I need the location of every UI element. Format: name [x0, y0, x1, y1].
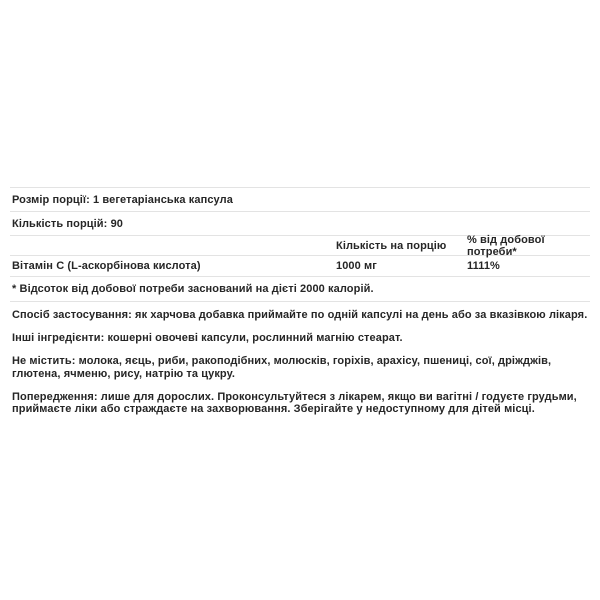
ingredient-name: Вітамін C (L-аскорбінова кислота)	[12, 260, 201, 272]
serving-size-row	[10, 188, 590, 212]
directions-paragraph: Спосіб застосування: як харчова добавка приймайте по одній капсулі на день або за вказівкою лікаря.	[12, 309, 588, 321]
ingredient-amount: 1000 мг	[336, 260, 377, 272]
table-header-row	[10, 233, 590, 258]
free-of-paragraph: Не містить: молока, яєць, риби, ракоподібних, молюсків, горіхів, арахісу, пшениці, сої, дріжджів, глютена, ячменю, рису, натрію та цукру.	[12, 355, 552, 380]
supplement-facts-table	[10, 187, 590, 302]
table-row-vitamin-c	[10, 256, 590, 277]
top-whitespace	[0, 0, 600, 187]
header-daily-value: % від добової потреби*	[467, 233, 545, 258]
ingredient-daily-value: 1111%	[467, 260, 500, 272]
footnote-row	[10, 277, 590, 302]
header-amount-per-serving: Кількість на порцію	[336, 239, 447, 252]
footnote-text: * Відсоток від добової потреби заснований на дієті 2000 калорій.	[12, 283, 374, 295]
other-ingredients-paragraph: Інші інгредієнти: кошерні овочеві капсули, рослинний магнію стеарат.	[12, 332, 403, 344]
servings-count-text: Кількість порцій: 90	[12, 217, 124, 230]
product-description	[10, 309, 590, 416]
servings-count-row	[10, 212, 590, 236]
warnings-paragraph: Попередження: лише для дорослих. Проконсультуйтеся з лікарем, якщо ви вагітні / годуєте грудьми, приймаєте ліки або страждаєте на захворювання. Зберігайте у недоступному для дітей місці.	[12, 390, 577, 415]
serving-size-text: Розмір порції: 1 вегетаріанська капсула	[12, 193, 233, 206]
